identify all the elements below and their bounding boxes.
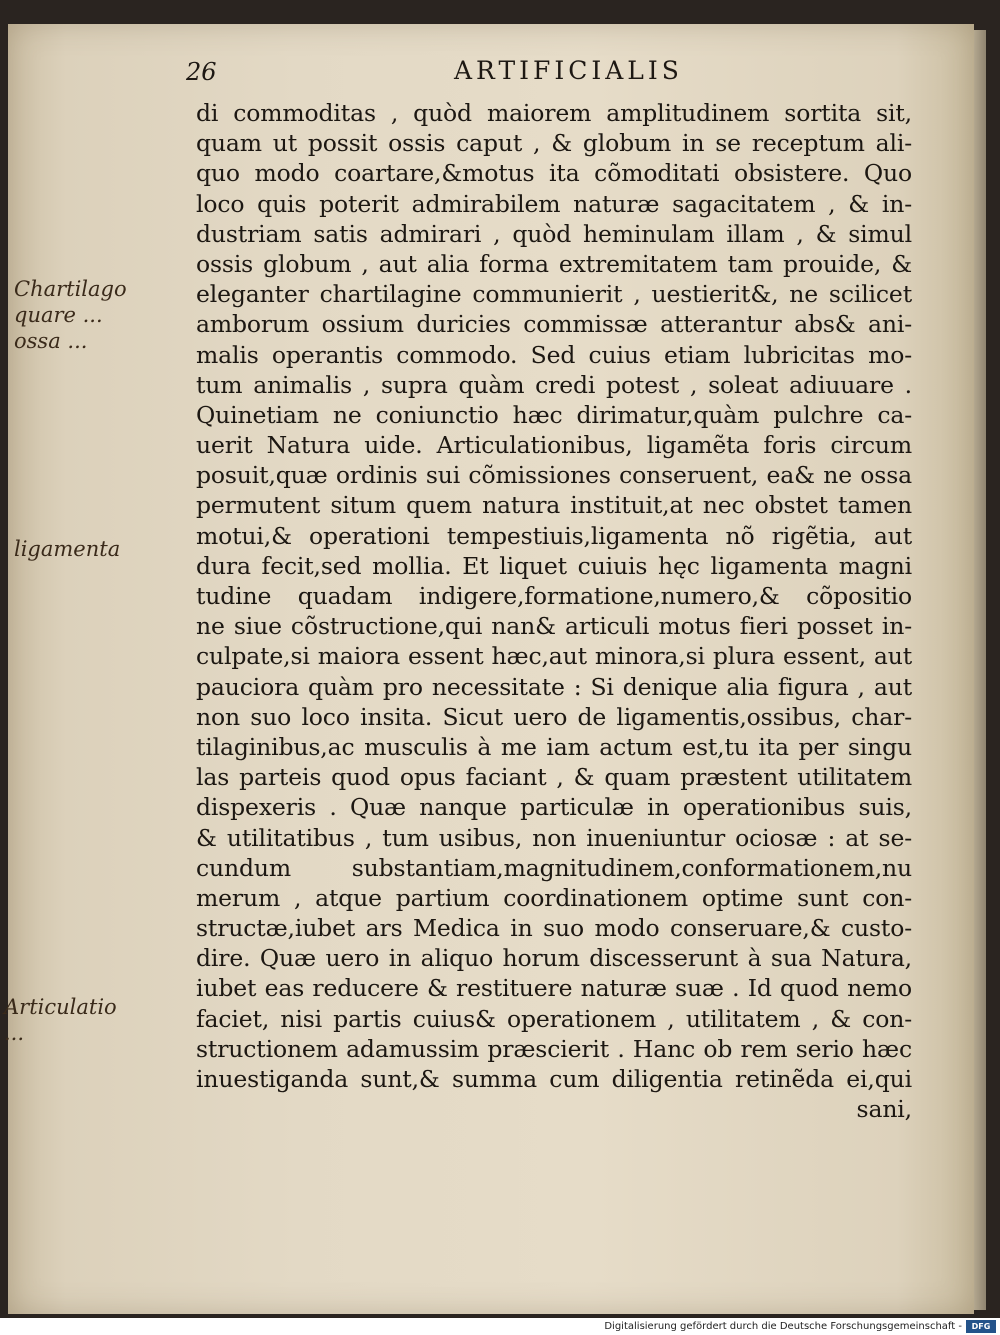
marginal-note-chartilago <box>14 276 127 354</box>
text-line: loco quis poterit admirabilem naturæ sagacitatem , & in- <box>196 189 912 218</box>
text-line: posuit,quæ ordinis sui cõmissiones conseruent, ea& ne ossa <box>196 461 912 490</box>
text-line: amborum ossium duricies commissæ atterantur abs& ani- <box>196 310 912 339</box>
text-line: di commoditas , quòd maiorem amplitudinem sortita sit, <box>196 99 912 127</box>
text-line: las parteis quod opus faciant , & quam præstent utilitatem <box>196 763 912 792</box>
body-text <box>196 98 912 1124</box>
text-line: permutent situm quem natura instituit,at nec obstet tamen <box>196 491 912 520</box>
text-line: uerit Natura uide. Articulationibus, ligamẽta foris circum <box>196 431 912 460</box>
text-line: motui,& operationi tempestiuis,ligamenta nõ rigẽtia, aut <box>196 521 912 550</box>
text-line: quo modo coartare,&motus ita cõmoditati obsistere. Quo <box>196 159 912 188</box>
text-line: inuestiganda sunt,& summa cum diligentia retinẽda ei,qui <box>196 1065 912 1093</box>
text-line: pauciora quàm pro necessitate : Si denique alia figura , aut <box>196 672 912 701</box>
text-line: culpate,si maiora essent hæc,aut minora,si plura essent, aut <box>196 642 912 671</box>
text-line: tilaginibus,ac musculis à me iam actum est,tu ita per singu <box>196 732 912 761</box>
text-line: structæ,iubet ars Medica in suo modo conseruare,& custo- <box>196 914 912 943</box>
marginal-note-line: Chartilago <box>14 277 127 301</box>
text-line: dispexeris . Quæ nanque particulæ in operationibus suis, <box>196 793 912 822</box>
text-line: malis operantis commodo. Sed cuius etiam lubricitas mo- <box>196 340 912 369</box>
footer-credit: Digitalisierung gefördert durch die Deutsche Forschungsgemeinschaft - <box>604 1321 962 1332</box>
text-line: eleganter chartilagine communierit , uestierit&, ne scilicet <box>196 280 912 309</box>
marginal-note-line: ossa ... <box>14 329 88 353</box>
marginal-note-line: Articulatio <box>4 995 117 1019</box>
text-line: Quinetiam ne coniunctio hæc dirimatur,quàm pulchre ca- <box>196 400 912 429</box>
dfg-logo-icon: DFG <box>966 1320 996 1333</box>
marginal-note-line: quare ... <box>14 303 103 327</box>
catchword: sani, <box>856 1095 912 1124</box>
text-line: ne siue cõstructione,qui nan& articuli motus fieri posset in- <box>196 612 912 641</box>
text-line: tudine quadam indigere,formatione,numero,& cõpositio <box>196 582 912 610</box>
text-line: ossis globum , aut alia forma extremitatem tam prouide, & <box>196 249 912 278</box>
text-line: non suo loco insita. Sicut uero de ligamentis,ossibus, char- <box>196 702 912 731</box>
text-line: structionem adamussim præscierit . Hanc ob rem serio hæc <box>196 1034 912 1063</box>
text-line: dura fecit,sed mollia. Et liquet cuiuis hęc ligamenta magni <box>196 551 912 580</box>
marginal-note-articulatio <box>4 994 117 1046</box>
marginal-note-ligamenta <box>14 536 120 562</box>
text-line: merum , atque partium coordinationem optime sunt con- <box>196 883 912 912</box>
text-line: faciet, nisi partis cuius& operationem , utilitatem , & con- <box>196 1004 912 1033</box>
text-line: cundum substantiam,magnitudinem,conformationem,nu <box>196 853 912 882</box>
text-line: quam ut possit ossis caput , & globum in se receptum ali- <box>196 129 912 158</box>
page-header <box>186 56 906 92</box>
running-head: ARTIFICIALIS <box>454 56 683 85</box>
marginal-note-line: ligamenta <box>14 537 121 561</box>
marginal-note-line: ... <box>4 1021 25 1045</box>
text-line: tum animalis , supra quàm credi potest , soleat adiuuare . <box>196 370 912 399</box>
page-edge <box>974 30 986 1310</box>
text-line: dustriam satis admirari , quòd heminulam illam , & simul <box>196 219 912 248</box>
text-line: iubet eas reducere & restituere naturæ suæ . Id quod nemo <box>196 974 912 1003</box>
text-line: & utilitatibus , tum usibus, non inueniuntur ociosæ : at se- <box>196 823 912 852</box>
text-line: dire. Quæ uero in aliquo horum discesserunt à sua Natura, <box>196 944 912 973</box>
folio-number: 26 <box>186 58 217 86</box>
